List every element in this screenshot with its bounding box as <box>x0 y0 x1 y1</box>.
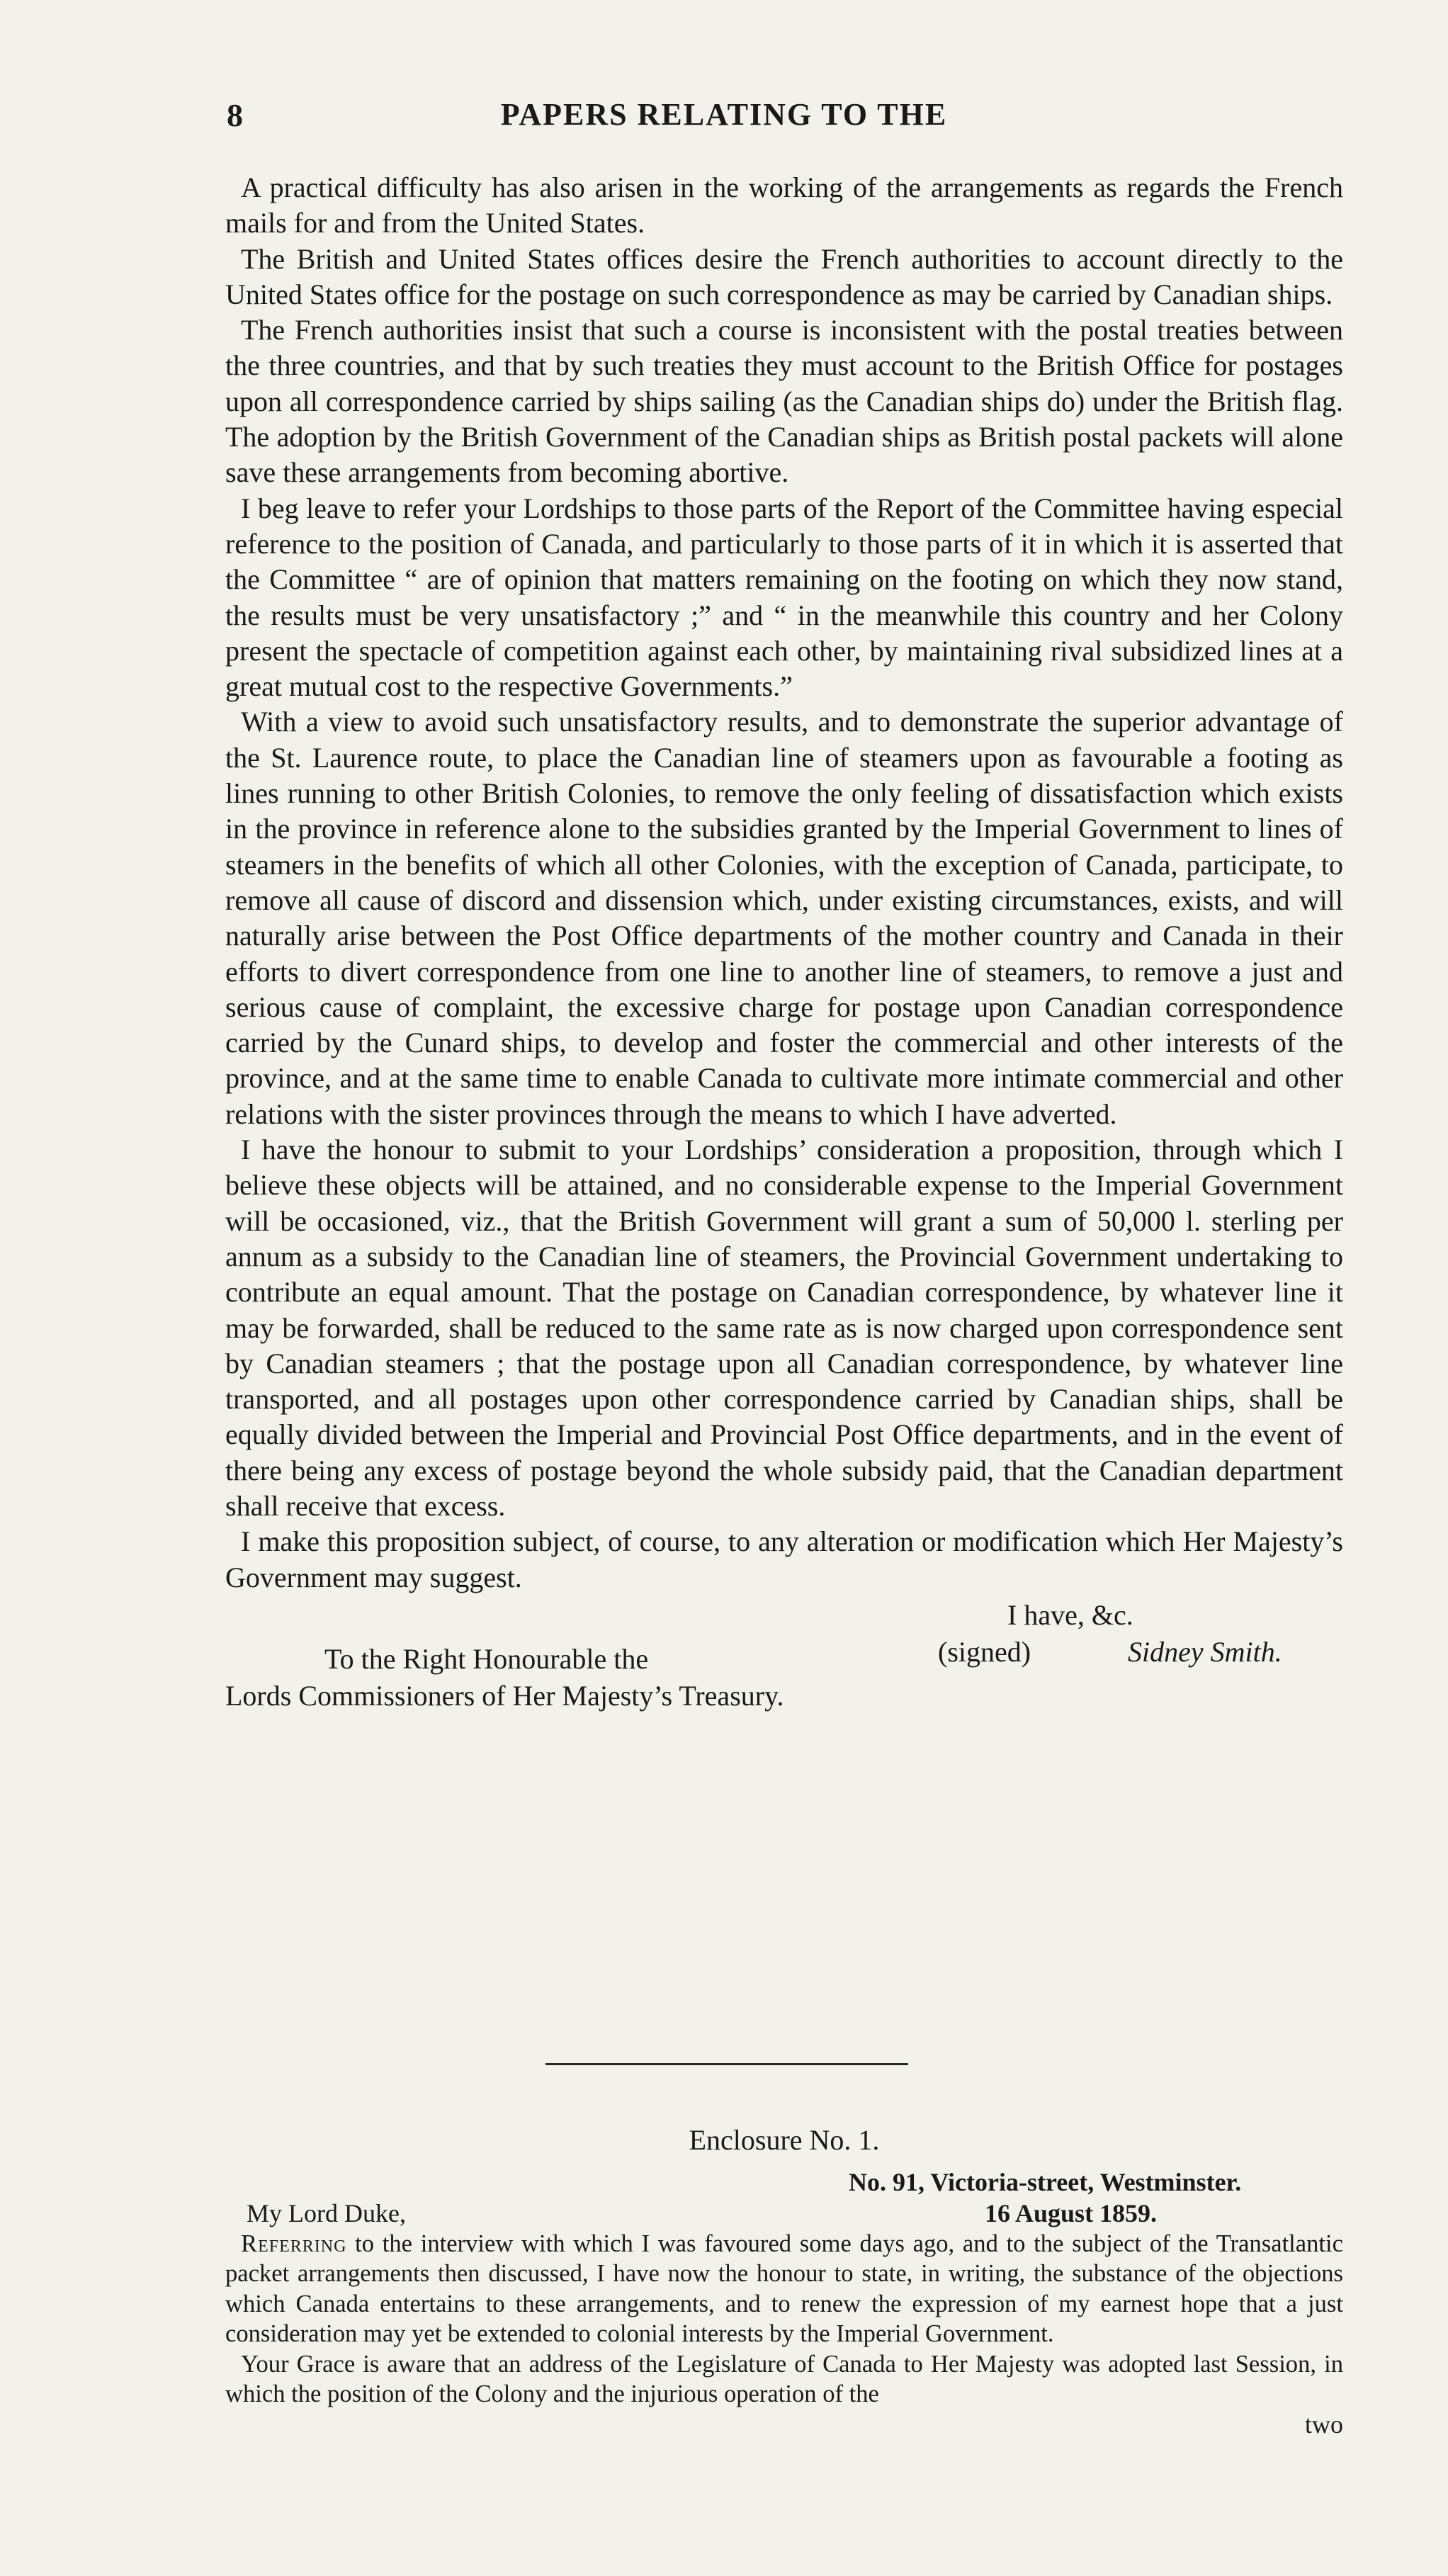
salutation-row <box>225 2198 1343 2229</box>
signer-name: Sidney Smith. <box>1128 1635 1282 1668</box>
letter-body <box>225 170 1343 1723</box>
closing-phrase: I have, &c. <box>1007 1598 1133 1631</box>
enclosure-title: Enclosure No. 1. <box>689 2124 880 2156</box>
letter-paragraph: The French authorities insist that such a course is inconsistent with the postal treaties between the three countries, and that by such treaties they must account to the British Office for postages upon all correspondence carried by ships sailing (as the Canadian ships do) under the British flag. The adoption by the British Government of the Canadian ships as British postal packets will alone save these arrangements from becoming abortive. <box>225 314 1343 489</box>
enclosure-address: No. 91, Victoria-street, Westminster. <box>849 2168 1242 2196</box>
letter-signoff <box>225 1595 1343 1723</box>
paragraph-text: to the interview with which I was favoured some days ago, and to the subject of the Transatlantic packet arrangements then discussed, I have now the honour to state, in writing, the substance of the objections which Canada entertains to these arrangements, and to renew the expression of my earnest hope that a just consideration may yet be extended to colonial interests by the Imperial Government. <box>225 2230 1343 2348</box>
page-number: 8 <box>227 97 243 133</box>
enclosure-paragraph: Your Grace is aware that an address of the Legislature of Canada to Her Majesty was adopted last Session, in which the position of the Colony and the injurious operation of the <box>225 2350 1343 2408</box>
letter-paragraph: The British and United States offices desire the French authorities to account directly to the United States office for the postage on such correspondence as may be carried by Canadian ships. <box>225 242 1343 310</box>
page-header <box>0 96 1448 139</box>
enclosure-date: 16 August 1859. <box>985 2199 1158 2227</box>
signed-label: (signed) <box>938 1635 1031 1668</box>
addressee-line: To the Right Honourable the <box>324 1642 649 1675</box>
enclosure-paragraph <box>225 2229 1343 2349</box>
letter-paragraph: I beg leave to refer your Lordships to those parts of the Report of the Committee having especial reference to the position of Canada, and particularly to those parts of it in which it is asserted that the Committee “ are of opinion that matters remaining on the footing on which they now stand, the results must be very unsatisfactory ;” and “ in the meanwhile this country and her Colony present the spectacle of competition against each other, by maintaining rival subsidized lines at a great mutual cost to the respective Governments.” <box>225 492 1343 703</box>
letter-paragraph: I have the honour to submit to your Lordships’ consideration a proposition, through which I believe these objects will be attained, and no considerable expense to the Imperial Government will be occasioned, viz., that the British Government will grant a sum of 50,000 l. sterling per annum as a subsidy to the Canadian line of steamers, the Provincial Government undertaking to contribute an equal amount. That the postage on Canadian correspondence, by whatever line it may be forwarded, shall be reduced to the same rate as is now charged upon correspondence sent by Canadian steamers ; that the postage upon all Canadian correspondence, by whatever line transported, and all postages upon other correspondence carried by Canadian ships, shall be equally divided between the Imperial and Provincial Post Office departments, and in the event of there being any excess of postage beyond the whole subsidy paid, that the Canadian department shall receive that excess. <box>225 1134 1343 1522</box>
letter-paragraph: With a view to avoid such unsatisfactory results, and to demonstrate the superior advantage of the St. Laurence route, to place the Canadian line of steamers upon as favourable a footing as lines running to other British Colonies, to remove the only feeling of dissatisfaction which exists in the province in reference alone to the subsidies granted by the Imperial Government to lines of steamers in the benefits of which all other Colonies, with the exception of Canada, participate, to remove all cause of discord and dissension which, under existing circumstances, exists, and will naturally arise between the Post Office departments of the mother country and Canada in their efforts to divert correspondence from one line to another line of steamers, to remove a just and serious cause of complaint, the excessive charge for postage upon Canadian correspondence carried by the Cunard ships, to develop and foster the commercial and other interests of the province, and at the same time to enable Canada to cultivate more intimate commercial and other relations with the sister provinces through the means to which I have adverted. <box>225 706 1343 1130</box>
letter-paragraph: A practical difficulty has also arisen in the working of the arrangements as regards the French mails for and from the United States. <box>225 171 1343 239</box>
section-divider <box>545 2063 908 2065</box>
letter-paragraph: I make this proposition subject, of course, to any alteration or modification which Her Majesty’s Government may suggest. <box>225 1525 1343 1593</box>
opening-word: Referring <box>241 2230 347 2257</box>
catchword: two <box>1305 2410 1343 2439</box>
salutation: My Lord Duke, <box>247 2199 406 2227</box>
running-head: PAPERS RELATING TO THE <box>500 97 948 132</box>
enclosure-section <box>225 2123 1343 2440</box>
addressee-line: Lords Commissioners of Her Majesty’s Treasury. <box>225 1679 784 1712</box>
